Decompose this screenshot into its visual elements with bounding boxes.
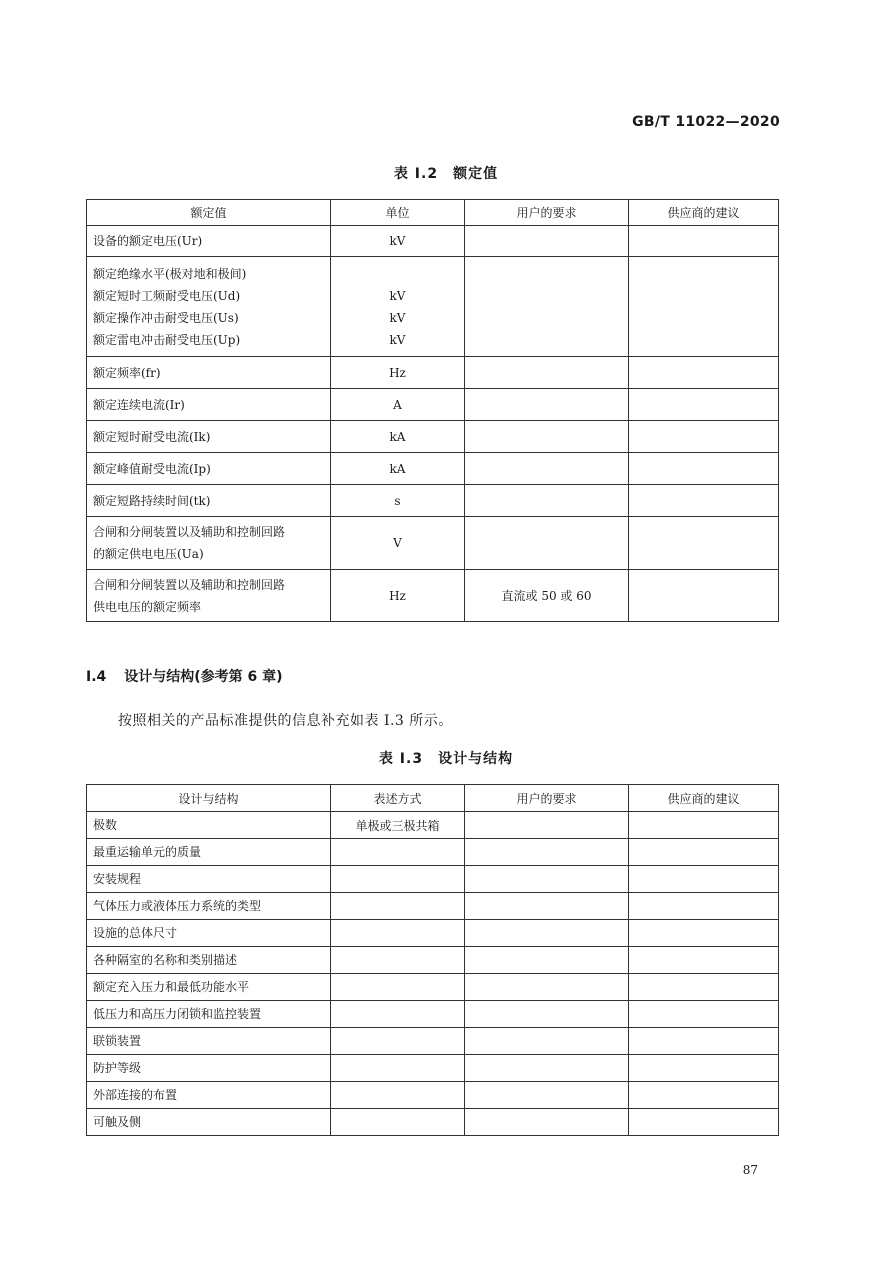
row-label: 低压力和高压力闭锁和监控装置 (87, 1001, 331, 1028)
table-caption-design: 表 I.3 设计与结构 (378, 751, 514, 767)
column-header: 单位 (331, 200, 465, 226)
column-header: 表述方式 (331, 785, 465, 812)
user-requirement-cell (465, 1028, 629, 1055)
row-description: 单极或三极共箱 (331, 812, 465, 839)
table-row (87, 485, 779, 517)
section-heading (86, 666, 283, 686)
supplier-suggestion-cell (629, 570, 779, 622)
row-label: 额定频率(fr) (87, 357, 331, 389)
supplier-suggestion-cell (629, 1082, 779, 1109)
standard-number: GB/T 11022—2020 (632, 114, 780, 130)
table-row (87, 1028, 779, 1055)
row-label: 额定短路持续时间(tk) (87, 485, 331, 517)
row-label (87, 570, 331, 622)
user-requirement-cell (465, 257, 629, 357)
table-row (87, 421, 779, 453)
row-label-line: 额定短时工频耐受电压(Ud) (93, 288, 241, 303)
row-unit-line (337, 263, 458, 285)
user-requirement-cell (465, 866, 629, 893)
row-label: 设施的总体尺寸 (87, 920, 331, 947)
row-label: 联锁装置 (87, 1028, 331, 1055)
user-requirement-cell (465, 517, 629, 570)
user-requirement-cell (465, 421, 629, 453)
table-row (87, 812, 779, 839)
table-row (87, 866, 779, 893)
user-requirement-cell (465, 839, 629, 866)
supplier-suggestion-cell (629, 812, 779, 839)
table-row (87, 920, 779, 947)
row-unit: A (331, 389, 465, 421)
table-row (87, 974, 779, 1001)
row-label: 防护等级 (87, 1055, 331, 1082)
table-row (87, 1001, 779, 1028)
supplier-suggestion-cell (629, 866, 779, 893)
row-unit-line: kV (389, 288, 406, 303)
user-requirement-cell: 直流或 50 或 60 (465, 570, 629, 622)
supplier-suggestion-cell (629, 389, 779, 421)
row-description (331, 1028, 465, 1055)
column-header: 供应商的建议 (629, 785, 779, 812)
supplier-suggestion-cell (629, 226, 779, 257)
user-requirement-cell (465, 1001, 629, 1028)
table-row (87, 1055, 779, 1082)
row-label (87, 257, 331, 357)
user-requirement-cell (465, 893, 629, 920)
row-label-line: 额定雷电冲击耐受电压(Up) (93, 332, 241, 347)
row-label-line: 供电电压的额定频率 (93, 599, 202, 614)
user-requirement-cell (465, 357, 629, 389)
section-number: I.4 (86, 669, 107, 685)
row-description (331, 974, 465, 1001)
table-row (87, 1082, 779, 1109)
supplier-suggestion-cell (629, 257, 779, 357)
row-description (331, 1082, 465, 1109)
table-row (87, 257, 779, 357)
design-structure-table (86, 784, 779, 1136)
row-unit-line: kV (389, 332, 406, 347)
table-row (87, 357, 779, 389)
row-label: 设备的额定电压(Ur) (87, 226, 331, 257)
row-label (87, 517, 331, 570)
row-label: 安装规程 (87, 866, 331, 893)
user-requirement-cell (465, 920, 629, 947)
supplier-suggestion-cell (629, 517, 779, 570)
row-description (331, 1001, 465, 1028)
supplier-suggestion-cell (629, 920, 779, 947)
row-label: 额定连续电流(Ir) (87, 389, 331, 421)
table-row (87, 517, 779, 570)
row-label: 可触及侧 (87, 1109, 331, 1136)
supplier-suggestion-cell (629, 1109, 779, 1136)
table-row (87, 947, 779, 974)
supplier-suggestion-cell (629, 947, 779, 974)
page-number: 87 (742, 1163, 758, 1177)
user-requirement-cell (465, 226, 629, 257)
row-description (331, 1055, 465, 1082)
rated-values-table (86, 199, 779, 622)
table-row (87, 389, 779, 421)
supplier-suggestion-cell (629, 1028, 779, 1055)
supplier-suggestion-cell (629, 1055, 779, 1082)
user-requirement-cell (465, 485, 629, 517)
column-header: 设计与结构 (87, 785, 331, 812)
supplier-suggestion-cell (629, 893, 779, 920)
table-row (87, 570, 779, 622)
user-requirement-cell (465, 1082, 629, 1109)
row-description (331, 1109, 465, 1136)
row-label: 气体压力或液体压力系统的类型 (87, 893, 331, 920)
row-unit: s (331, 485, 465, 517)
row-label-line: 合闸和分闸装置以及辅助和控制回路 (93, 525, 286, 539)
supplier-suggestion-cell (629, 485, 779, 517)
row-description (331, 920, 465, 947)
user-requirement-cell (465, 1109, 629, 1136)
row-description (331, 866, 465, 893)
row-unit: V (331, 517, 465, 570)
table-row (87, 226, 779, 257)
user-requirement-cell (465, 947, 629, 974)
row-label-line: 的额定供电电压(Ua) (93, 547, 204, 561)
supplier-suggestion-cell (629, 1001, 779, 1028)
row-unit: Hz (331, 570, 465, 622)
row-unit-line: kV (389, 310, 406, 325)
table-row (87, 453, 779, 485)
user-requirement-cell (465, 1055, 629, 1082)
supplier-suggestion-cell (629, 974, 779, 1001)
row-label: 额定短时耐受电流(Ik) (87, 421, 331, 453)
column-header: 额定值 (87, 200, 331, 226)
table-row (87, 893, 779, 920)
table-header-row (87, 785, 779, 812)
supplier-suggestion-cell (629, 421, 779, 453)
row-description (331, 947, 465, 974)
row-unit: kV (331, 226, 465, 257)
column-header: 用户的要求 (465, 785, 629, 812)
supplier-suggestion-cell (629, 357, 779, 389)
row-unit: Hz (331, 357, 465, 389)
table-header-row (87, 200, 779, 226)
table-row (87, 839, 779, 866)
user-requirement-cell (465, 453, 629, 485)
section-title: 设计与结构(参考第 6 章) (124, 669, 283, 685)
column-header: 供应商的建议 (629, 200, 779, 226)
row-label-line: 额定操作冲击耐受电压(Us) (93, 310, 239, 325)
row-unit (331, 257, 465, 357)
row-label: 外部连接的布置 (87, 1082, 331, 1109)
user-requirement-cell (465, 974, 629, 1001)
supplier-suggestion-cell (629, 453, 779, 485)
table-row (87, 1109, 779, 1136)
row-unit: kA (331, 453, 465, 485)
supplier-suggestion-cell (629, 839, 779, 866)
row-description (331, 839, 465, 866)
body-paragraph: 按照相关的产品标准提供的信息补充如表 I.3 所示。 (118, 713, 453, 729)
row-label-line: 合闸和分闸装置以及辅助和控制回路 (93, 577, 286, 592)
table-caption-rated-values: 表 I.2 额定值 (393, 166, 499, 182)
column-header: 用户的要求 (465, 200, 629, 226)
row-label: 最重运输单元的质量 (87, 839, 331, 866)
row-label: 额定充入压力和最低功能水平 (87, 974, 331, 1001)
row-label: 极数 (87, 812, 331, 839)
row-description (331, 893, 465, 920)
row-label: 额定峰值耐受电流(Ip) (87, 453, 331, 485)
user-requirement-cell (465, 389, 629, 421)
row-unit: kA (331, 421, 465, 453)
row-label-line: 额定绝缘水平(极对地和极间) (93, 266, 247, 281)
user-requirement-cell (465, 812, 629, 839)
row-label: 各种隔室的名称和类别描述 (87, 947, 331, 974)
